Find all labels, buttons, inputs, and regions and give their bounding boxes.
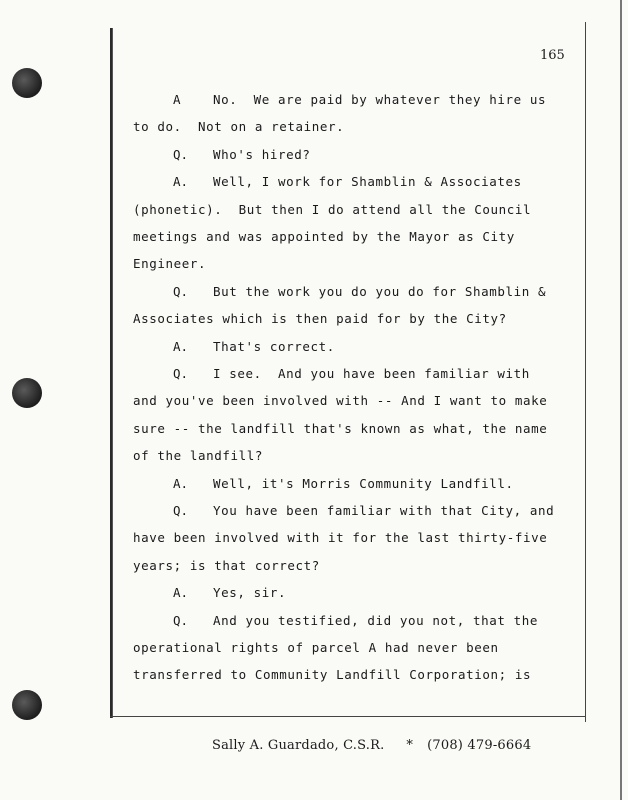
speaker-label: A. xyxy=(173,585,189,600)
binding-hole xyxy=(12,68,42,98)
transcript-line: That's correct. xyxy=(213,339,335,354)
transcript-line: have been involved with it for the last thirty-five xyxy=(133,530,548,545)
speaker-label: A. xyxy=(173,476,189,491)
transcript-line: Yes, sir. xyxy=(213,585,287,600)
transcript-line: of the landfill? xyxy=(133,448,264,463)
transcript-line: years; is that correct? xyxy=(133,558,320,573)
transcript-line: Engineer. xyxy=(133,256,207,271)
transcript-line: Who's hired? xyxy=(213,147,311,162)
binding-hole xyxy=(12,690,42,720)
right-margin-rule xyxy=(585,22,586,722)
footer-separator: * xyxy=(406,738,414,753)
transcript-line: And you testified, did you not, that the xyxy=(213,613,539,628)
transcript-line: meetings and was appointed by the Mayor as City xyxy=(133,229,515,244)
left-margin-rule xyxy=(110,28,113,718)
transcript-line: No. We are paid by whatever they hire us xyxy=(213,92,547,107)
transcript-line: Well, it's Morris Community Landfill. xyxy=(213,476,514,491)
reporter-phone: (708) 479-6664 xyxy=(427,738,532,753)
speaker-label: Q. xyxy=(173,366,189,381)
speaker-label: Q. xyxy=(173,284,189,299)
speaker-label: A xyxy=(173,92,181,107)
transcript-line: Associates which is then paid for by the City? xyxy=(133,311,507,326)
transcript-line: transferred to Community Landfill Corporation; is xyxy=(133,667,532,682)
reporter-footer xyxy=(212,738,531,753)
reporter-name: Sally A. Guardado, C.S.R. xyxy=(212,738,385,753)
transcript-line: sure -- the landfill that's known as what, the name xyxy=(133,421,548,436)
page-number: 165 xyxy=(540,48,565,63)
speaker-label: Q. xyxy=(173,147,189,162)
bottom-margin-rule xyxy=(110,716,586,717)
transcript-line: (phonetic). But then I do attend all the Council xyxy=(133,202,532,217)
transcript-line: Well, I work for Shamblin & Associates xyxy=(213,174,522,189)
speaker-label: A. xyxy=(173,174,189,189)
transcript-line: But the work you do you do for Shamblin & xyxy=(213,284,547,299)
speaker-label: Q. xyxy=(173,613,189,628)
transcript-line: I see. And you have been familiar with xyxy=(213,366,530,381)
page-edge xyxy=(620,0,622,800)
transcript-line: to do. Not on a retainer. xyxy=(133,119,345,134)
transcript-line: operational rights of parcel A had never been xyxy=(133,640,499,655)
speaker-label: Q. xyxy=(173,503,189,518)
binding-hole xyxy=(12,378,42,408)
transcript-line: and you've been involved with -- And I want to make xyxy=(133,393,548,408)
transcript-line: You have been familiar with that City, and xyxy=(213,503,555,518)
speaker-label: A. xyxy=(173,339,189,354)
